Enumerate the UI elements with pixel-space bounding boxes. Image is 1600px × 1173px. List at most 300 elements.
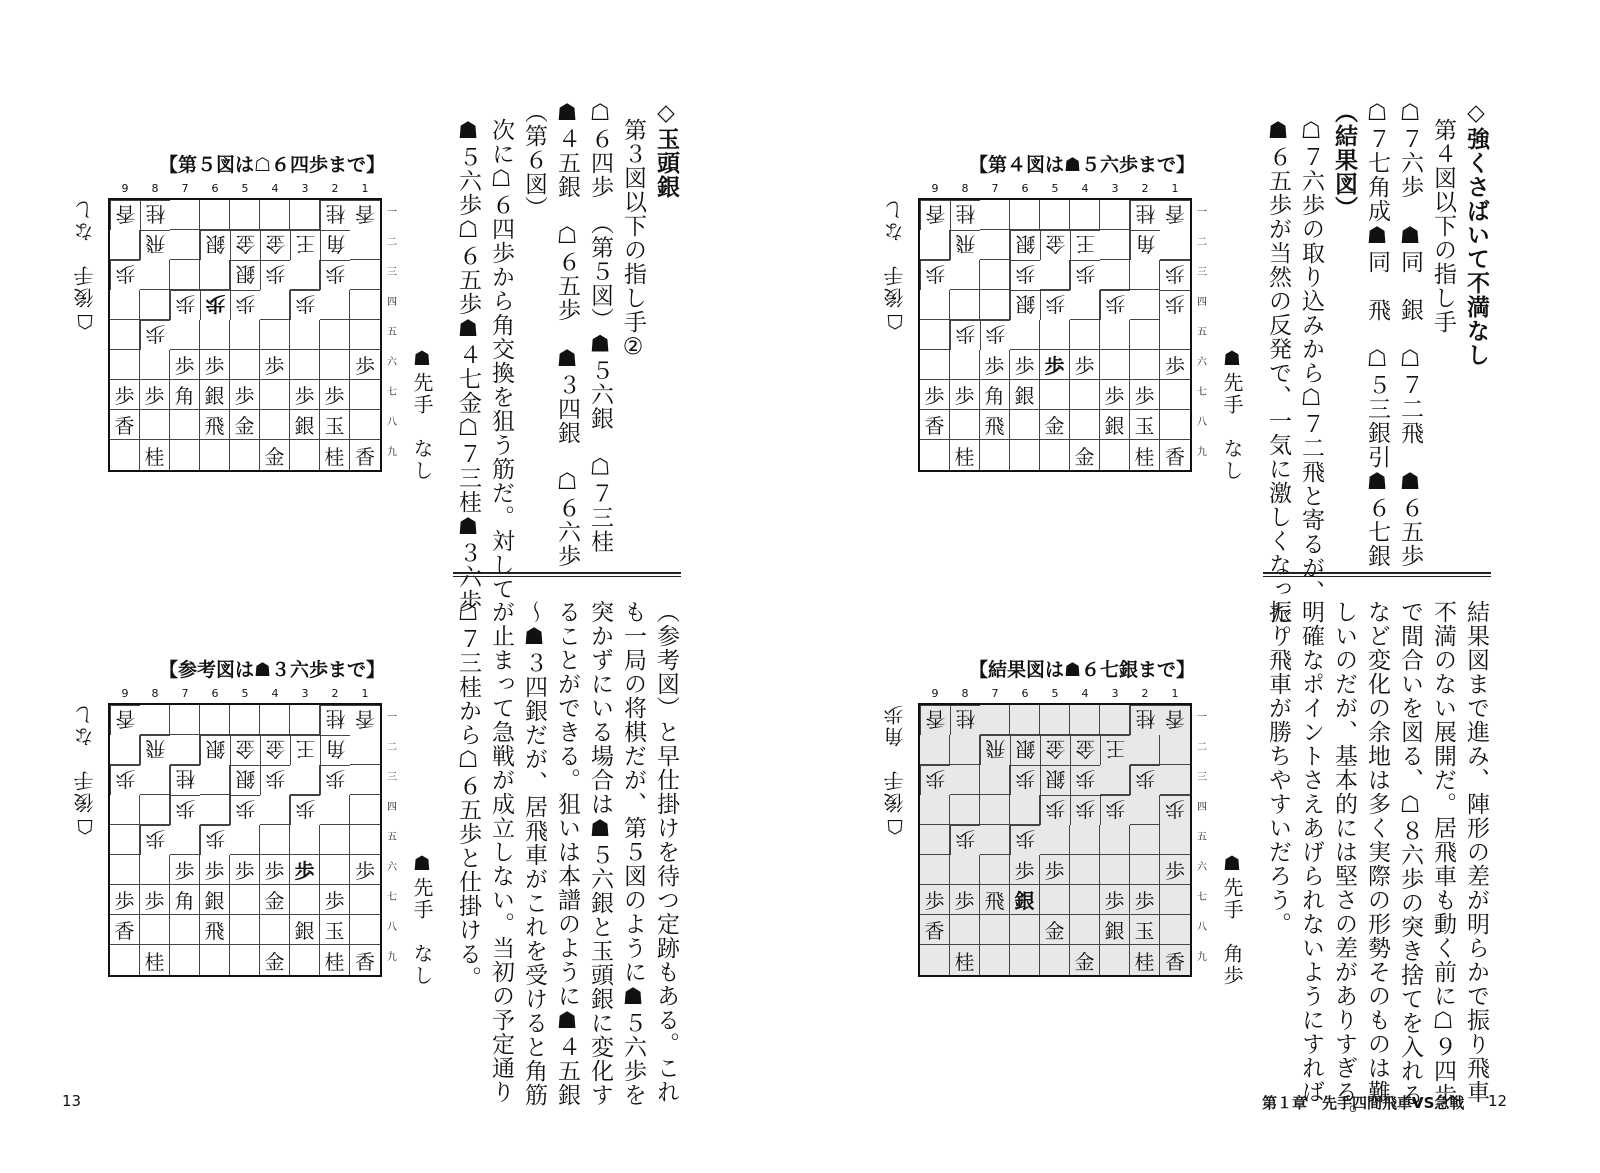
file-label: 5 <box>1051 182 1059 195</box>
board-square: 飛 <box>200 410 230 440</box>
left-move-line: （第６図） <box>521 100 547 220</box>
rank-label: 三 <box>387 772 397 783</box>
right-move-line: （結果図） <box>1331 100 1357 220</box>
rank-label: 四 <box>387 802 397 813</box>
board-square <box>980 440 1010 470</box>
board-square: 香 <box>920 200 950 230</box>
board-square: 金 <box>230 735 260 765</box>
board-square <box>110 350 140 380</box>
right-para2-line: など変化の余地は多く実際の形勢そのものは難 <box>1364 600 1390 1104</box>
board-square <box>140 765 170 795</box>
right-para1-line: ☖７六歩の取り込みから☖７二飛と寄るが、 <box>1298 118 1324 604</box>
board-square <box>140 290 170 320</box>
left-moves <box>517 100 616 568</box>
board-square <box>1130 825 1160 855</box>
gote-hand: ☖後手 なし <box>883 198 907 334</box>
rank-label: 一 <box>387 712 397 723</box>
board-square: 銀 <box>200 380 230 410</box>
board-square <box>1040 200 1070 230</box>
board-square <box>1070 825 1100 855</box>
board-square <box>140 260 170 290</box>
board-square: 角 <box>170 885 200 915</box>
left-section-title: ◇玉頭銀 <box>653 100 679 199</box>
board-square: 飛 <box>980 735 1010 765</box>
board-square: 角 <box>320 735 350 765</box>
board-square: 歩 <box>170 795 200 825</box>
board-square <box>230 825 260 855</box>
board-square <box>1100 200 1130 230</box>
board-square: 歩 <box>110 380 140 410</box>
board-square <box>200 795 230 825</box>
file-label: 9 <box>121 182 129 195</box>
board-square: 金 <box>1040 230 1070 260</box>
board-square <box>170 705 200 735</box>
board-square <box>320 320 350 350</box>
board-square: 歩 <box>980 320 1010 350</box>
board-square <box>1040 945 1070 975</box>
file-label: 5 <box>241 182 249 195</box>
board-square <box>920 945 950 975</box>
shogi-board <box>918 198 1192 472</box>
left-para2-line: 突かずにいる場合は☗５六銀と玉頭銀に変化す <box>587 600 613 1107</box>
board-square: 歩 <box>1160 350 1190 380</box>
right-section-divider <box>1263 572 1491 577</box>
board-square: 歩 <box>1010 825 1040 855</box>
board-square: 香 <box>920 915 950 945</box>
board-square: 金 <box>260 230 290 260</box>
board-square <box>260 825 290 855</box>
rank-labels <box>384 703 400 973</box>
board-square <box>290 320 320 350</box>
board-square: 玉 <box>320 410 350 440</box>
board-square <box>1130 290 1160 320</box>
rank-label: 九 <box>387 952 397 963</box>
rank-labels <box>384 198 400 468</box>
board-square: 玉 <box>1130 410 1160 440</box>
board-square <box>260 290 290 320</box>
board-square <box>350 380 380 410</box>
board-square <box>140 705 170 735</box>
board-square <box>170 735 200 765</box>
board-square <box>1010 440 1040 470</box>
rank-label: 六 <box>387 862 397 873</box>
board-square: 銀 <box>1010 380 1040 410</box>
board-square: 桂 <box>1130 945 1160 975</box>
board-square: 銀 <box>1040 765 1070 795</box>
board-square <box>170 915 200 945</box>
board-square <box>1010 945 1040 975</box>
board-square: 歩 <box>140 320 170 350</box>
board-square <box>1010 705 1040 735</box>
board-square <box>1130 855 1160 885</box>
board-square: 歩 <box>1100 290 1130 320</box>
board-square: 金 <box>230 230 260 260</box>
board-square <box>1100 765 1130 795</box>
shogi-board <box>108 198 382 472</box>
rank-label: 八 <box>1197 417 1207 428</box>
board-square: 歩 <box>200 825 230 855</box>
board-square <box>920 230 950 260</box>
board-square <box>980 825 1010 855</box>
board-square <box>260 795 290 825</box>
diagram-title: 【結果図は☗６七銀まで】 <box>968 659 1196 681</box>
board-square <box>350 735 380 765</box>
board-square: 歩 <box>110 260 140 290</box>
board-square <box>920 290 950 320</box>
board-square <box>950 410 980 440</box>
board-square: 香 <box>110 410 140 440</box>
board-square: 歩 <box>290 290 320 320</box>
rank-label: 八 <box>387 417 397 428</box>
right-para2-line: 不満のない展開だ。居飛車も動く前に☖９四歩 <box>1430 600 1456 1107</box>
rank-labels <box>1194 198 1210 468</box>
board-square: 角 <box>1130 230 1160 260</box>
right-para2-line: 振り飛車が勝ちやすいだろう。 <box>1265 600 1291 936</box>
file-label: 2 <box>331 182 339 195</box>
board-square <box>200 705 230 735</box>
file-label: 8 <box>151 687 159 700</box>
board-square: 歩 <box>920 765 950 795</box>
board-square <box>110 230 140 260</box>
board-square <box>260 705 290 735</box>
board-square <box>140 410 170 440</box>
rank-label: 五 <box>1197 832 1207 843</box>
board-square: 歩 <box>170 290 200 320</box>
board-square <box>350 260 380 290</box>
rank-labels <box>1194 703 1210 973</box>
rank-label: 一 <box>1197 207 1207 218</box>
rank-label: 一 <box>387 207 397 218</box>
board-square: 桂 <box>1130 705 1160 735</box>
rank-label: 七 <box>1197 387 1207 398</box>
board-square: 金 <box>260 885 290 915</box>
page-number-right: 12 <box>1488 1092 1508 1110</box>
file-label: 7 <box>181 687 189 700</box>
right-moves-intro: 第４図以下の指し手 <box>1430 118 1456 334</box>
file-label: 3 <box>301 182 309 195</box>
board-square <box>170 440 200 470</box>
board-square <box>1040 825 1070 855</box>
file-label: 2 <box>1141 182 1149 195</box>
board-square: 歩 <box>1010 765 1040 795</box>
board-square: 歩 <box>1070 350 1100 380</box>
board-square <box>1100 825 1130 855</box>
board-square: 桂 <box>950 945 980 975</box>
rank-label: 一 <box>1197 712 1207 723</box>
board-square <box>350 290 380 320</box>
board-square <box>200 260 230 290</box>
board-square: 金 <box>1070 945 1100 975</box>
board-square <box>200 765 230 795</box>
file-label: 5 <box>1051 687 1059 700</box>
board-square: 歩 <box>140 885 170 915</box>
rank-label: 七 <box>387 892 397 903</box>
rank-label: 九 <box>1197 447 1207 458</box>
board-square <box>260 200 290 230</box>
file-label: 1 <box>1171 182 1179 195</box>
board-square <box>110 855 140 885</box>
board-square: 香 <box>355 949 375 974</box>
board-square <box>260 410 290 440</box>
board-square <box>1130 735 1160 765</box>
file-label: 4 <box>271 182 279 195</box>
board-square: 歩 <box>320 380 350 410</box>
board-square <box>320 350 350 380</box>
left-para2-line: ることができる。狙いは本譜のように☗４五銀 <box>554 600 580 1107</box>
board-square: 歩 <box>200 290 230 320</box>
board-square <box>1040 260 1070 290</box>
board-square: 香 <box>110 705 140 735</box>
board-square <box>1130 320 1160 350</box>
left-para1-line: ☗５六歩☖６五歩☗４七金☖７三桂☗３六歩 <box>455 118 481 613</box>
board-square <box>1010 200 1040 230</box>
file-label: 1 <box>1171 687 1179 700</box>
board-square <box>920 855 950 885</box>
board-square: 桂 <box>1130 440 1160 470</box>
file-label: 3 <box>1111 182 1119 195</box>
board-square <box>110 440 140 470</box>
board-square: 角 <box>320 230 350 260</box>
rank-label: 二 <box>1197 237 1207 248</box>
board-square <box>950 765 980 795</box>
board-square <box>950 795 980 825</box>
left-para2-line: （参考図）と早仕掛けを待つ定跡もある。これ <box>653 600 679 1104</box>
sente-hand: ☗先手 角歩 <box>1220 851 1244 987</box>
board-square <box>170 825 200 855</box>
board-square: 歩 <box>920 260 950 290</box>
board-square: 銀 <box>1100 410 1130 440</box>
page-number-left: 13 <box>62 1092 82 1110</box>
board-square: 歩 <box>170 350 200 380</box>
board-square: 歩 <box>260 855 290 885</box>
left-move-line: ☗４五銀 ☖６五歩 ☗３四銀 ☖６六歩 <box>554 100 580 568</box>
board-square: 香 <box>110 915 140 945</box>
board-square <box>230 705 260 735</box>
board-square: 歩 <box>1130 380 1160 410</box>
board-square <box>1070 320 1100 350</box>
board-square <box>920 825 950 855</box>
running-head: 第１章 先手四間飛車VS急戦 <box>1262 1094 1465 1112</box>
board-square: 歩 <box>950 320 980 350</box>
right-paragraph-2 <box>1261 600 1492 1128</box>
board-square <box>980 765 1010 795</box>
board-square <box>920 350 950 380</box>
right-para2-line: 明確なポイントさえあげられないようにすれば <box>1298 600 1324 1104</box>
board-square: 飛 <box>950 230 980 260</box>
board-square <box>140 350 170 380</box>
file-label: 7 <box>991 182 999 195</box>
board-square: 銀 <box>1010 735 1040 765</box>
board-square: 歩 <box>230 855 260 885</box>
board-square <box>290 350 320 380</box>
board-square: 歩 <box>950 885 980 915</box>
board-square <box>290 765 320 795</box>
board-square <box>230 885 260 915</box>
rank-label: 五 <box>387 327 397 338</box>
rank-label: 四 <box>1197 802 1207 813</box>
board-square: 王 <box>290 735 320 765</box>
board-square: 銀 <box>1100 915 1130 945</box>
board-square: 歩 <box>1010 350 1040 380</box>
board-square <box>980 855 1010 885</box>
rank-label: 五 <box>1197 327 1207 338</box>
board-square <box>1160 410 1190 440</box>
board-square: 飛 <box>140 735 170 765</box>
file-labels <box>918 687 1190 701</box>
board-square <box>260 915 290 945</box>
board-square <box>230 350 260 380</box>
file-label: 7 <box>181 182 189 195</box>
rank-label: 四 <box>1197 297 1207 308</box>
right-para2-line: で間合いを図る、☖８六歩の突き捨てを入れる <box>1397 600 1423 1107</box>
board-square: 角 <box>980 380 1010 410</box>
board-square <box>1070 705 1100 735</box>
board-square: 香 <box>1160 945 1190 975</box>
board-square: 歩 <box>230 795 260 825</box>
board-square: 王 <box>1070 230 1100 260</box>
board-square <box>350 230 380 260</box>
shogi-diagram-fig5 <box>73 150 468 490</box>
file-label: 9 <box>931 687 939 700</box>
board-square <box>1160 320 1190 350</box>
left-moves-intro: 第３図以下の指し手② <box>620 118 646 361</box>
board-square: 歩 <box>350 855 380 885</box>
board-square <box>1070 290 1100 320</box>
board-square <box>1010 915 1040 945</box>
board-square: 桂 <box>320 200 350 230</box>
shogi-diagram-result <box>883 655 1278 995</box>
right-move-line: ☖７七角成☗同 飛 ☖５三銀引☗６七銀 <box>1364 100 1390 568</box>
board-square <box>290 705 320 735</box>
board-square: 歩 <box>200 350 230 380</box>
board-square <box>350 885 380 915</box>
board-square: 歩 <box>1100 885 1130 915</box>
board-square: 玉 <box>320 915 350 945</box>
file-label: 6 <box>211 687 219 700</box>
board-square <box>170 230 200 260</box>
board-square <box>980 795 1010 825</box>
board-square: 銀 <box>290 915 320 945</box>
board-square: 歩 <box>290 855 320 885</box>
sente-hand: ☗先手 なし <box>1220 346 1244 482</box>
board-square <box>1100 320 1130 350</box>
rank-label: 三 <box>387 267 397 278</box>
board-square: 歩 <box>110 765 140 795</box>
board-square: 香 <box>1165 444 1185 469</box>
board-square <box>1130 260 1160 290</box>
board-square: 香 <box>350 200 380 230</box>
board-square: 歩 <box>1100 795 1130 825</box>
right-move-line: ☖７六歩 ☗同 銀 ☖７二飛 ☗６五歩 <box>1397 100 1423 568</box>
shogi-diagram-fig4 <box>883 150 1278 490</box>
board-square <box>110 945 140 975</box>
board-square <box>1070 885 1100 915</box>
board-square: 歩 <box>1160 260 1190 290</box>
board-square: 歩 <box>920 885 950 915</box>
board-square: 王 <box>1100 735 1130 765</box>
board-square: 銀 <box>230 765 260 795</box>
board-square: 飛 <box>200 915 230 945</box>
board-square <box>1010 795 1040 825</box>
board-square <box>920 735 950 765</box>
board-square <box>1070 855 1100 885</box>
board-square: 香 <box>110 200 140 230</box>
rank-label: 六 <box>387 357 397 368</box>
board-square <box>1040 380 1070 410</box>
board-square <box>1160 735 1190 765</box>
file-label: 6 <box>1021 687 1029 700</box>
board-square: 歩 <box>1160 855 1190 885</box>
file-label: 5 <box>241 687 249 700</box>
board-square: 香 <box>1160 200 1190 230</box>
board-square <box>350 765 380 795</box>
board-square: 銀 <box>1010 230 1040 260</box>
board-square: 香 <box>1160 705 1190 735</box>
left-move-line: ☖６四歩 （第５図）☗５六銀 ☖７三桂 <box>587 100 613 554</box>
rank-label: 八 <box>387 922 397 933</box>
board-square <box>110 795 140 825</box>
board-square <box>1040 705 1070 735</box>
board-square <box>980 945 1010 975</box>
board-square: 歩 <box>1010 260 1040 290</box>
board-square <box>1040 320 1070 350</box>
file-label: 2 <box>331 687 339 700</box>
board-square: 金 <box>260 440 290 470</box>
board-square <box>140 915 170 945</box>
left-para2-line: ～☗３四銀だが、居飛車がこれを受けると角筋 <box>521 600 547 1107</box>
board-square <box>110 825 140 855</box>
right-para2-line: しいのだが、基本的には堅さの差がありすぎる。 <box>1331 600 1357 1128</box>
board-square: 歩 <box>290 795 320 825</box>
board-square: 飛 <box>980 410 1010 440</box>
board-square <box>320 855 350 885</box>
board-square: 歩 <box>1070 795 1100 825</box>
board-square: 歩 <box>140 380 170 410</box>
board-square: 桂 <box>1130 200 1160 230</box>
file-label: 4 <box>271 687 279 700</box>
board-square <box>260 380 290 410</box>
board-square: 歩 <box>1040 350 1070 380</box>
rank-label: 六 <box>1197 357 1207 368</box>
board-square: 飛 <box>980 885 1010 915</box>
board-square <box>1040 440 1070 470</box>
file-label: 2 <box>1141 687 1149 700</box>
board-square <box>200 440 230 470</box>
shogi-board <box>108 703 382 977</box>
file-label: 4 <box>1081 687 1089 700</box>
board-square <box>1130 795 1160 825</box>
file-label: 6 <box>1021 182 1029 195</box>
board-square <box>110 320 140 350</box>
sente-hand: ☗先手 なし <box>410 346 434 482</box>
left-paragraph-2 <box>451 600 682 1107</box>
left-section-divider <box>453 572 681 577</box>
board-square <box>1160 915 1190 945</box>
board-square: 桂 <box>950 440 980 470</box>
board-square: 歩 <box>1130 885 1160 915</box>
board-square: 歩 <box>320 765 350 795</box>
board-square <box>1160 825 1190 855</box>
board-square <box>950 735 980 765</box>
board-square <box>230 200 260 230</box>
board-square: 歩 <box>320 885 350 915</box>
board-square <box>230 320 260 350</box>
board-square <box>170 200 200 230</box>
board-square <box>1130 350 1160 380</box>
board-square: 銀 <box>1010 290 1040 320</box>
rank-label: 四 <box>387 297 397 308</box>
board-square: 歩 <box>1010 855 1040 885</box>
